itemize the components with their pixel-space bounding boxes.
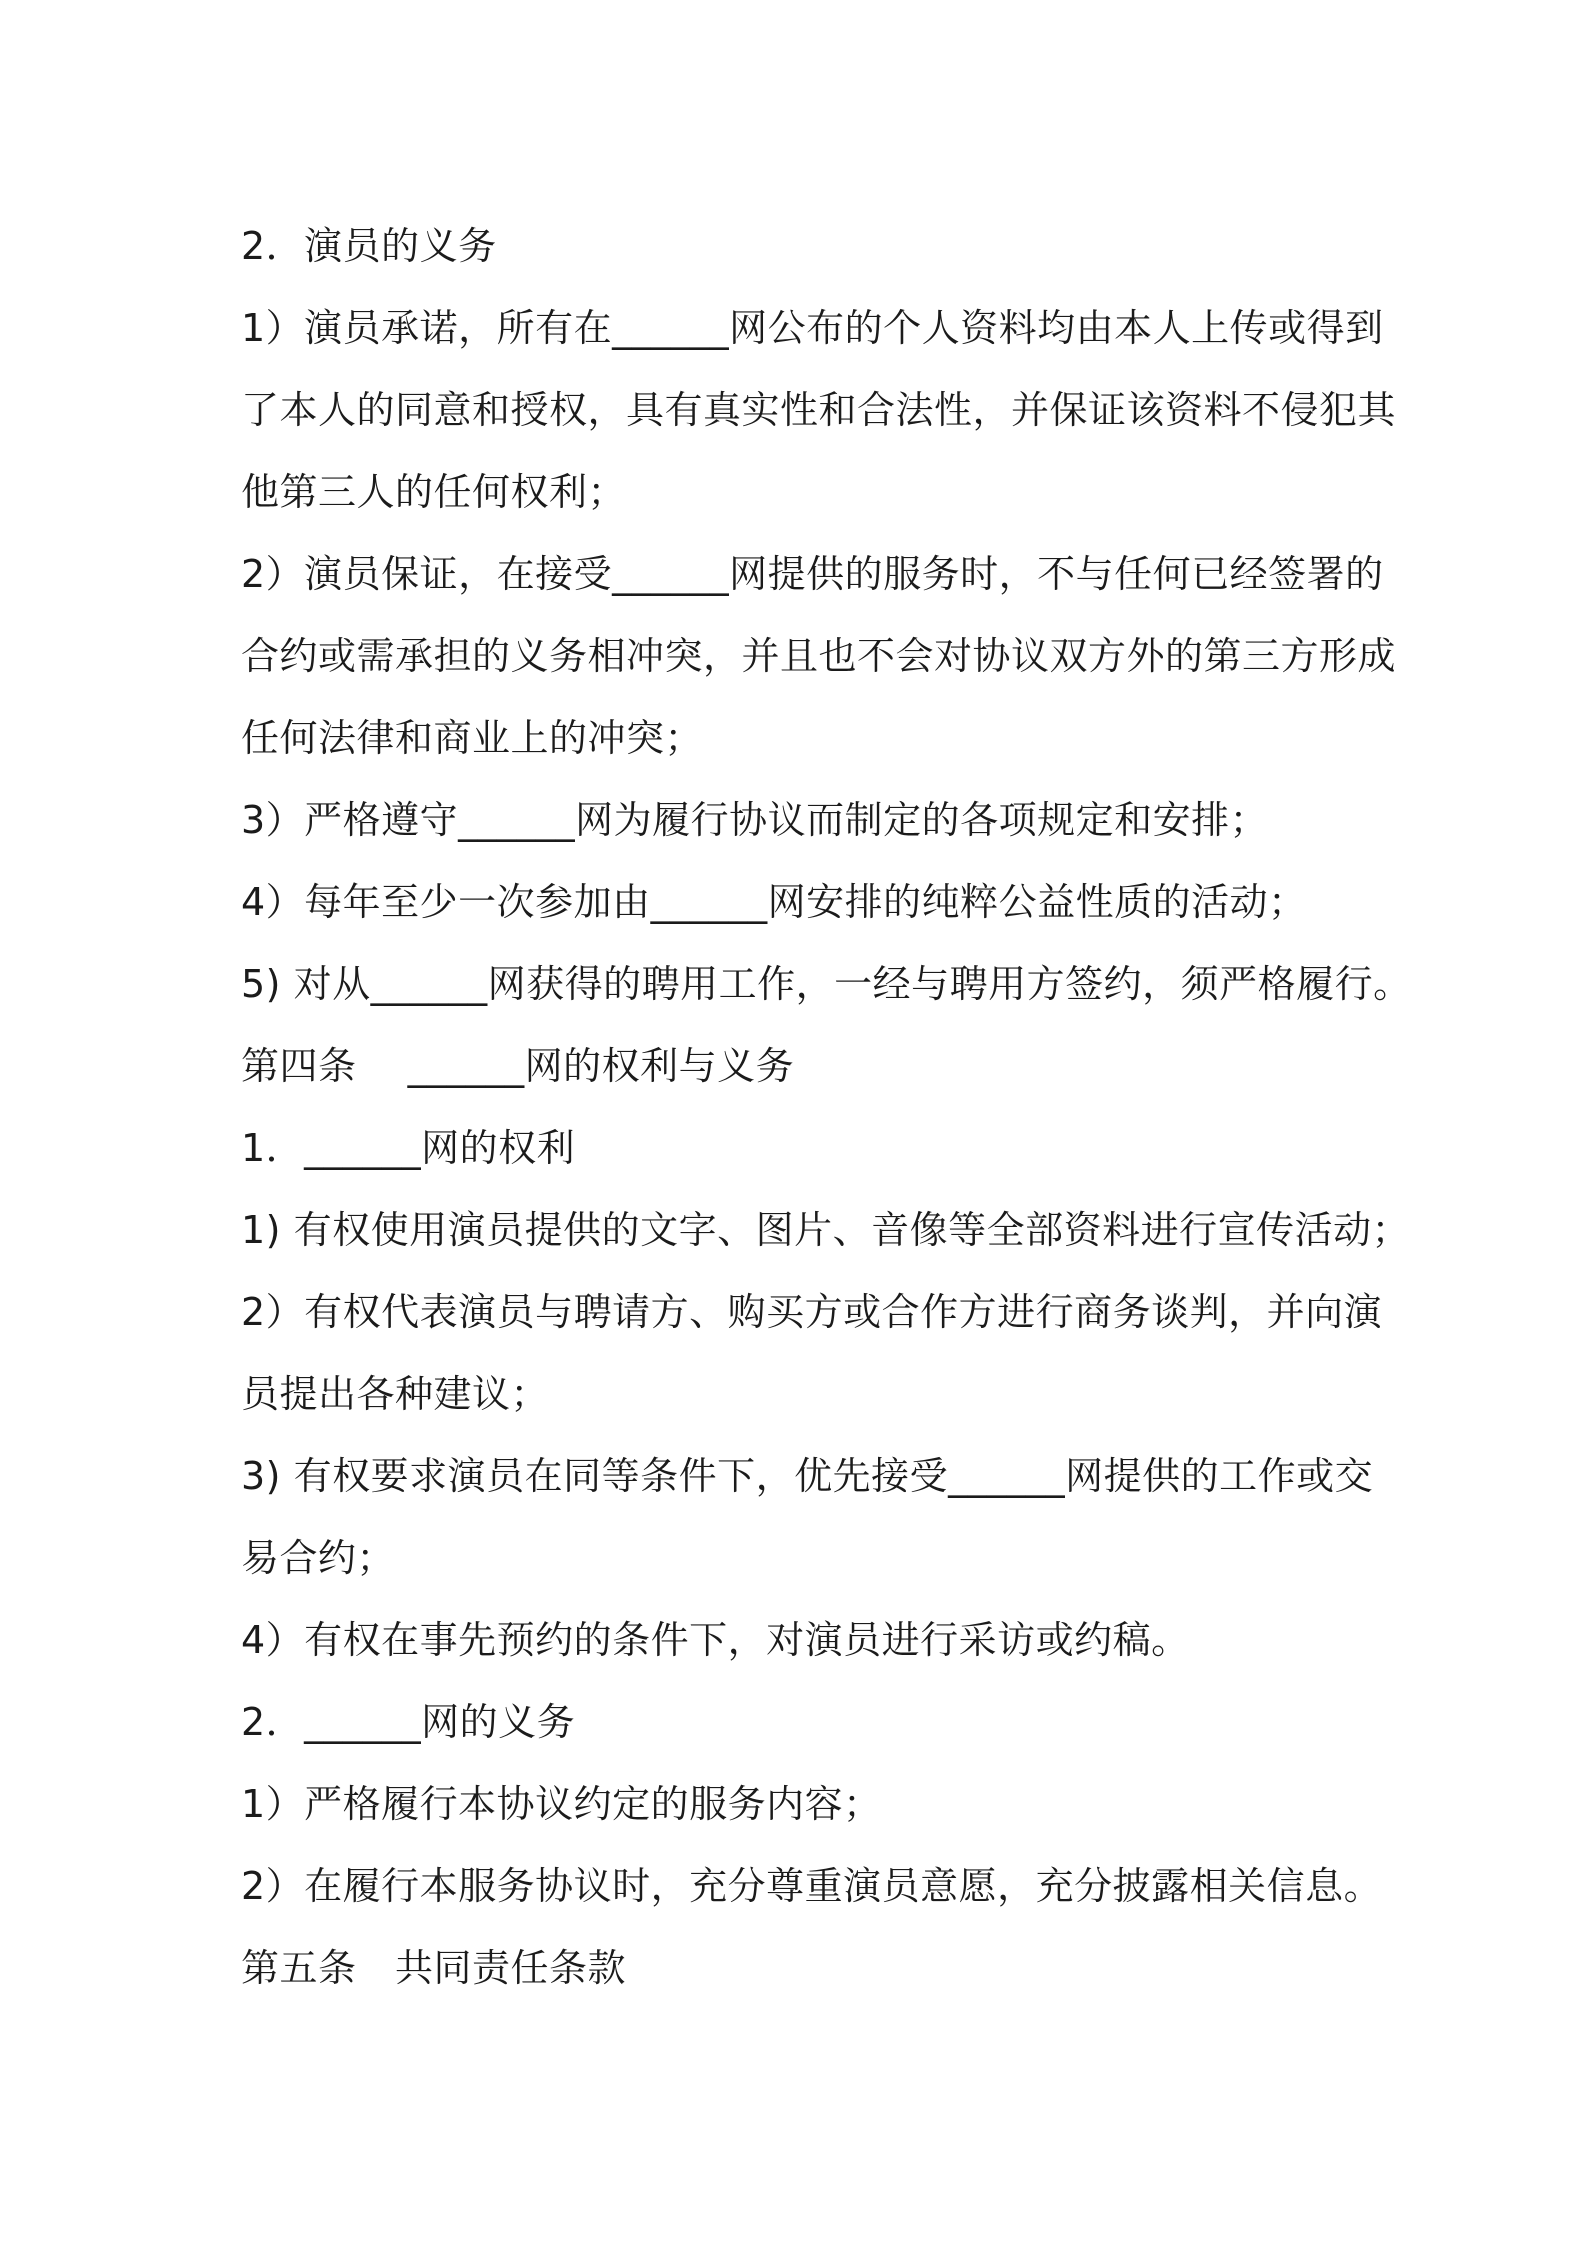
clause-line: 1）演员承诺，所有在______网公布的个人资料均由本人上传或得到 [241,306,1384,350]
article-heading-5: 第五条 共同责任条款 [241,1946,627,1990]
clause-line: 1）严格履行本协议约定的服务内容； [241,1782,882,1826]
section-heading-performer-duties: 2．演员的义务 [241,224,497,268]
article-heading-4: 第四条 ______网的权利与义务 [241,1044,795,1088]
clause-line: 了本人的同意和授权，具有真实性和合法性，并保证该资料不侵犯其 [241,388,1397,432]
clause-line: 4）有权在事先预约的条件下，对演员进行采访或约稿。 [241,1618,1190,1662]
clause-line: 他第三人的任何权利； [241,470,627,514]
clause-line: 3) 有权要求演员在同等条件下，优先接受______网提供的工作或交 [241,1454,1374,1498]
clause-line: 3）严格遵守______网为履行协议而制定的各项规定和安排； [241,798,1269,842]
clause-line: 员提出各种建议； [241,1372,550,1416]
section-heading-site-rights: 1．______网的权利 [241,1126,576,1170]
clause-line: 合约或需承担的义务相冲突，并且也不会对协议双方外的第三方形成 [241,634,1397,678]
document-body [241,205,1412,2009]
clause-line: 2）在履行本服务协议时，充分尊重演员意愿，充分披露相关信息。 [241,1864,1383,1908]
clause-line: 易合约； [241,1536,396,1580]
clause-line: 4）每年至少一次参加由______网安排的纯粹公益性质的活动； [241,880,1307,924]
section-heading-site-duties: 2．______网的义务 [241,1700,576,1744]
clause-line: 任何法律和商业上的冲突； [241,716,704,760]
clause-line: 5) 对从______网获得的聘用工作，一经与聘用方签约，须严格履行。 [241,962,1412,1006]
clause-line: 2）演员保证，在接受______网提供的服务时，不与任何已经签署的 [241,552,1384,596]
clause-line: 2）有权代表演员与聘请方、购买方或合作方进行商务谈判，并向演 [241,1290,1383,1334]
clause-line: 1) 有权使用演员提供的文字、图片、音像等全部资料进行宣传活动； [241,1208,1411,1252]
